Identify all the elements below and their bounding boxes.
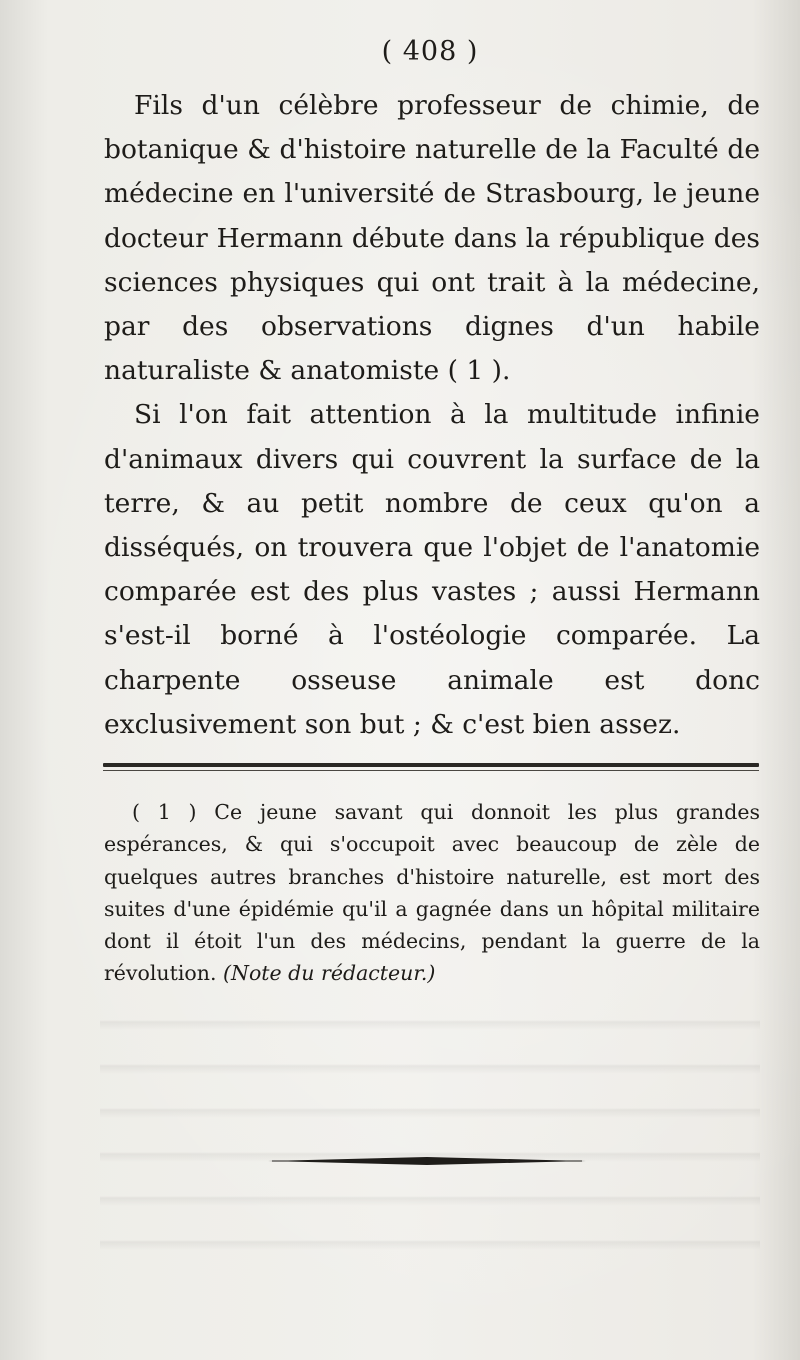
- footnote-separator-rule: [103, 763, 759, 767]
- page-number: ( 408 ): [381, 36, 479, 67]
- main-text: [104, 84, 760, 747]
- show-through-texture: [100, 1000, 760, 1260]
- paragraph-2: Si l'on fait attention à la multitude infinie d'animaux divers qui couvrent la surface de la terre, & au petit nombre de ceux qu'on a disséqués, on trouvera que l'objet de l'anatomie comparée est des plus vastes ; aussi Hermann s'est-il borné à l'ostéologie comparée. La charpente osseuse animale est donc exclusivement son but ; & c'est bien assez.: [104, 399, 760, 740]
- footnote-separator-thin-rule: [103, 770, 759, 771]
- end-ornament-rule: [268, 1154, 586, 1168]
- footnote-text: ( 1 ) Ce jeune savant qui donnoit les plus grandes espérances, & qui s'occupoit avec beaucoup de zèle de quelques autres branches d'histoire naturelle, est mort des suites d'une épidémie qu'il a gagnée dans un hôpital militaire dont il étoit l'un des médecins, pendant la guerre de la révolution.: [104, 800, 760, 986]
- paragraph-1: Fils d'un célèbre professeur de chimie, de botanique & d'histoire naturelle de la Faculté de médecine en l'université de Strasbourg, le jeune docteur Hermann débute dans la république des sciences physiques qui ont trait à la médecine, par des observations dignes d'un habile naturaliste & anatomiste ( 1 ).: [104, 90, 760, 387]
- footnote-paragraph: [104, 796, 760, 990]
- footnote-editor-note: (Note du rédacteur.): [223, 961, 436, 986]
- footnote: [104, 796, 760, 990]
